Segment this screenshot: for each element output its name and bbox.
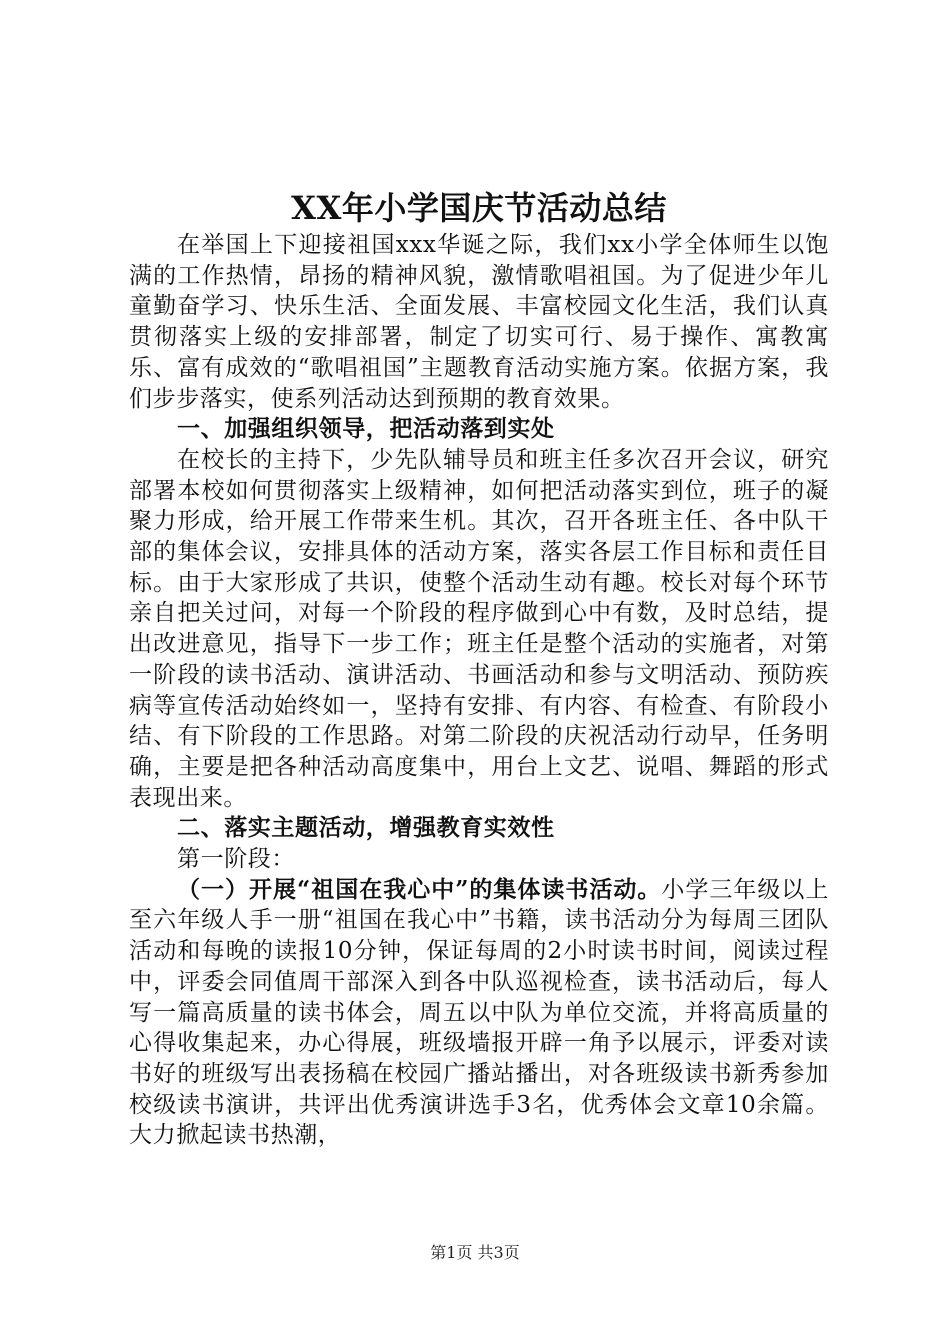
stage-label: 第一阶段： (177, 846, 295, 873)
intro-paragraph: 在举国上下迎接祖国xxx华诞之际，我们xx小学全体师生以饱满的工作热情，昂扬的精神风貌，激情歌唱祖国。为了促进少年儿童勤奋学习、快乐生活、全面发展、丰富校园文化生活，我们认真贯彻落实上级的安排部署，制定了切实可行、易于操作、寓教寓乐、富有成效的“歌唱祖国”主题教育活动实施方案。依据方案，我们步步落实，使系列活动达到预期的教育效果。 (129, 232, 829, 412)
document-body (129, 230, 829, 1151)
item-1-body: 小学三年级以上至六年级人手一册“祖国在我心中”书籍，读书活动分为每周三团队活动和每晚的读报10分钟，保证每周的2小时读书时间，阅读过程中，评委会同值周干部深入到各中队巡视检查，读书活动后，每人写一篇高质量的读书体会，周五以中队为单位交流，并将高质量的心得收集起来，办心得展，班级墙报开辟一角予以展示，评委对读书好的班级写出表扬稿在校园广播站播出，对各班级读书新秀参加校级读书演讲，共评出优秀演讲选手3名，优秀体会文章10余篇。大力掀起读书热潮， (129, 876, 830, 1149)
section-1-paragraph: 在校长的主持下，少先队辅导员和班主任多次召开会议，研究部署本校如何贯彻落实上级精神，如何把活动落实到位，班子的凝聚力形成，给开展工作带来生机。其次，召开各班主任、各中队干部的集体会议，安排具体的活动方案，落实各层工作目标和责任目标。由于大家形成了共识，使整个活动生动有趣。校长对每个环节亲自把关过问，对每一个阶段的程序做到心中有数，及时总结，提出改进意见，指导下一步工作；班主任是整个活动的实施者，对第一阶段的读书活动、演讲活动、书画活动和参与文明活动、预防疾病等宣传活动始终如一，坚持有安排、有内容、有检查、有阶段小结、有下阶段的工作思路。对第二阶段的庆祝活动行动早，任务明确，主要是把各种活动高度集中，用台上文艺、说唱、舞蹈的形式表现出来。 (129, 446, 829, 811)
page-footer: 第1页 共3页 (430, 1243, 520, 1262)
item-1-title: （一）开展“祖国在我心中”的集体读书活动。 (177, 875, 662, 903)
document-title: XX年小学国庆节活动总结 (291, 189, 667, 227)
section-heading-2: 二、落实主题活动，增强教育实效性 (177, 814, 555, 842)
section-heading-1: 一、加强组织领导，把活动落到实处 (177, 415, 555, 443)
item-1-paragraph (129, 875, 829, 1151)
